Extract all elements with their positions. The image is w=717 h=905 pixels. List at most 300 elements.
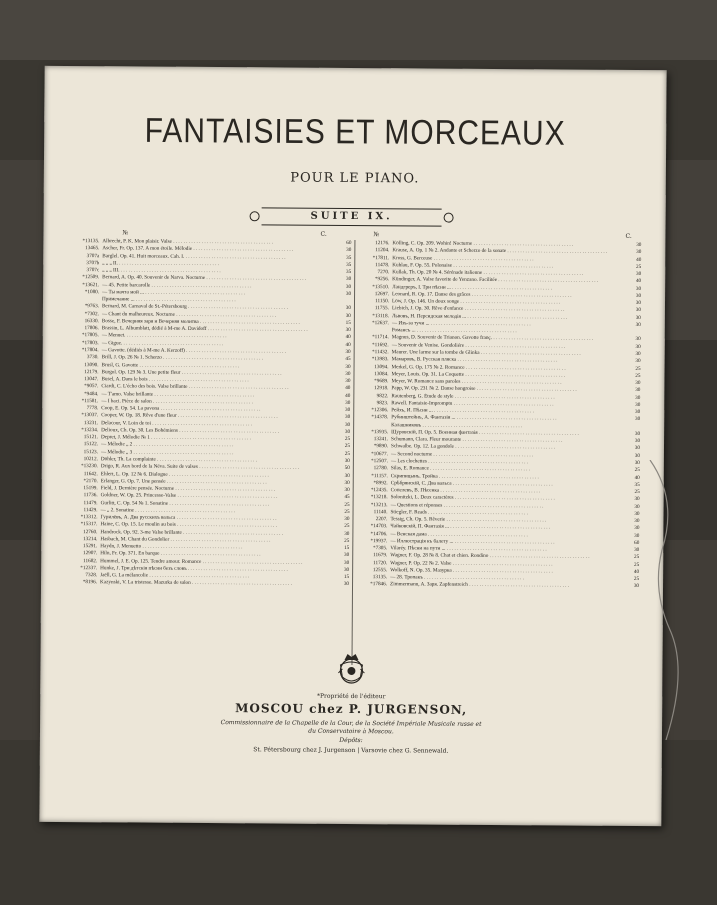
- catalog-price: 30: [344, 414, 351, 421]
- catalog-number: *12509.: [82, 274, 100, 281]
- catalog-price: 25: [344, 523, 350, 530]
- catalog-price: 30: [345, 399, 351, 406]
- catalog-title: Brassin, L. Albumblatt, dédié à M-me A. Davidoff . . .: [102, 325, 337, 334]
- catalog-title: — Chant du malheureux. Nocturne . . .: [102, 311, 337, 320]
- catalog-title: Silas, E. Romance . . .: [391, 465, 626, 474]
- suite-banner: SUITE IX.: [262, 207, 442, 226]
- catalog-number: *17803.: [81, 339, 99, 346]
- catalog-number: 3707a: [86, 252, 100, 259]
- catalog-number: 9823.: [376, 400, 389, 407]
- catalog-title: Tessig, Ch. Op. 5. Rêverie . . .: [390, 516, 625, 525]
- catalog-title: — 45. Petite barcarolle . . .: [102, 282, 337, 291]
- catalog-title: Bernard, M. Carnaval de St.-Pétersbourg . . .: [102, 304, 337, 313]
- catalog-number: *17811.: [372, 254, 390, 261]
- catalog-price: 30: [634, 532, 640, 539]
- left-price-header: C.: [320, 230, 327, 238]
- catalog-number: 12760.: [83, 528, 98, 535]
- catalog-price: 25: [634, 467, 640, 474]
- catalog-price: 30: [344, 552, 350, 559]
- catalog-number: 10212.: [83, 456, 98, 463]
- catalog-title: Delioux, Ch. Op. 30. Les Bohémiens . . .: [101, 427, 336, 436]
- catalog-price: 30: [633, 583, 640, 590]
- catalog-price: 25: [635, 365, 641, 372]
- catalog-number: *10677.: [371, 450, 388, 457]
- catalog-number: *11581.: [81, 397, 99, 405]
- catalog-title: — Gavotte. (dédiés à M-me A. Kerzoff) . . .: [102, 347, 337, 356]
- catalog-number: 13090.: [84, 361, 99, 368]
- catalog-title: Handrock. Op. 92. 3-me Valse brillante . . .: [100, 529, 335, 538]
- catalog-number: 11682.: [83, 557, 98, 564]
- catalog-price: 30: [345, 407, 351, 414]
- commission-line-1: Commissionnaire de la Chapelle de la Cour, de la Société Impériale Musicale russe et: [220, 719, 482, 728]
- catalog-number: *9763.: [84, 303, 99, 310]
- catalog-number: *13213.: [370, 501, 388, 508]
- catalog-number: 12697.: [374, 291, 390, 298]
- publisher-name: MOSCOU chez P. JURGENSON,: [235, 701, 468, 717]
- catalog-price: 30: [344, 516, 350, 523]
- catalog-title: Wolkoff, N. Op. 35. Мазурка . . .: [390, 567, 625, 576]
- catalog-price: 30: [635, 358, 641, 365]
- catalog-price: [337, 298, 351, 305]
- catalog-price: 30: [634, 416, 641, 423]
- catalog-number: 15291.: [83, 543, 98, 550]
- catalog-title: — Gigue. . . .: [102, 340, 337, 349]
- catalog-title: — Ты мачта мой ... . . .: [102, 289, 337, 298]
- catalog-price: 30: [634, 438, 641, 445]
- catalog-title: Coop, E. Op. 54. La pavona . . .: [101, 405, 336, 414]
- catalog-title: Magnus, D. Souvenir de Trianon. Gavotte franç. . . .: [392, 335, 627, 344]
- catalog-left-column: [69, 238, 351, 589]
- catalog-price: 25: [634, 488, 640, 496]
- catalog-title: — Mélodie „ 2 . . .: [101, 442, 336, 451]
- catalog-number: *12435.: [370, 487, 388, 494]
- catalog-number: 15122.: [83, 441, 99, 448]
- catalog-title: — T'amo. Valse brillante . . .: [101, 391, 336, 400]
- catalog-entry: [359, 582, 639, 591]
- catalog-title: Hunke, J. Три дѣтскія пѣсни безъ словъ . . .: [100, 565, 335, 574]
- catalog-number: 7778.: [86, 405, 99, 412]
- catalog-title: Busel, A. Dans le bois . . .: [101, 376, 336, 385]
- catalog-title: Liebich, J. Op. 30. Rêve d'enfance . . .: [392, 306, 627, 315]
- column-divider: [351, 240, 355, 665]
- catalog-number: *12337.: [80, 565, 98, 572]
- catalog-number: *13983.: [371, 356, 389, 363]
- catalog-title: Rawell. Fantaisie-Impromptu . . .: [391, 400, 626, 409]
- catalog-price: 30: [343, 566, 350, 573]
- catalog-title: „ „ „ II. . . .: [102, 260, 337, 269]
- catalog-price: 40: [345, 392, 351, 399]
- catalog-number: 13084.: [374, 370, 389, 378]
- catalog-price: 30: [344, 428, 351, 435]
- left-number-header: №: [122, 229, 129, 237]
- catalog-title: Bosse, F. Вечерняя заря и Вечерняя молитва . . .: [102, 318, 337, 327]
- catalog-price: 30: [634, 452, 640, 459]
- catalog-price: 40: [345, 341, 351, 348]
- catalog-price: 30: [344, 457, 350, 464]
- catalog-number: 11679.: [373, 552, 388, 559]
- catalog-price: 30: [635, 300, 642, 307]
- page-title: FANTAISIES ET MORCEAUX: [144, 111, 566, 153]
- catalog-price: 30: [635, 394, 641, 401]
- catalog-price: 30: [636, 249, 642, 256]
- catalog-price: 30: [635, 271, 642, 278]
- catalog-number: 15123.: [83, 448, 98, 455]
- catalog-price: [627, 329, 641, 336]
- catalog-price: 30: [344, 472, 350, 479]
- catalog-number: *11432.: [371, 349, 389, 356]
- catalog-title: Merkel, G. Op. 175 № 2. Romance . . .: [392, 364, 627, 373]
- catalog-price: 30: [344, 421, 351, 428]
- catalog-price: 30: [343, 559, 350, 566]
- catalog-number: 13241.: [373, 436, 389, 443]
- catalog-price: 35: [346, 269, 352, 276]
- catalog-number: *9484.: [84, 390, 99, 397]
- catalog-title: Vilaréy. Пѣсни на пути ... . . .: [390, 545, 625, 554]
- catalog-number: *14706.: [370, 530, 388, 537]
- catalog-price: 30: [345, 327, 351, 334]
- catalog-price: 30: [345, 305, 351, 312]
- catalog-title: Stiegler, F. Reads . . .: [391, 509, 626, 518]
- catalog-number: 2207.: [375, 516, 388, 523]
- catalog-title: — I baci. Pièce de salon . . .: [101, 398, 336, 407]
- catalog-number: *2170.: [83, 477, 98, 484]
- catalog-title: Скрипицынъ. Тройка . . .: [391, 473, 626, 482]
- catalog-number: *7302.: [84, 310, 99, 317]
- catalog-price: 25: [635, 372, 641, 379]
- catalog-title: — Mélodie „ 3 . . .: [101, 449, 336, 458]
- catalog-number: 11720.: [373, 559, 388, 566]
- catalog-title: Erlanger, G. Op. 7. Une pensée . . .: [101, 478, 336, 487]
- catalog-number: 13094.: [374, 363, 389, 370]
- catalog-number: 3707b: [86, 259, 100, 267]
- catalog-number: *15317.: [80, 521, 98, 528]
- page-subtitle: POUR LE PIANO.: [290, 170, 420, 187]
- catalog-entry: [69, 580, 349, 589]
- catalog-price: 30: [345, 276, 352, 283]
- sheet-music-cover: [39, 66, 666, 826]
- catalog-title: Калашниковъ . . .: [391, 422, 626, 431]
- catalog-price: 30: [634, 547, 640, 554]
- catalog-number: *13234.: [81, 427, 99, 434]
- catalog-number: *13135.: [82, 238, 100, 245]
- catalog-number: 15199.: [83, 485, 98, 492]
- catalog-price: 25: [633, 561, 640, 568]
- catalog-number: 12780.: [373, 465, 388, 472]
- catalog-number: 9822.: [376, 392, 389, 399]
- catalog-price: 30: [634, 503, 640, 510]
- catalog-price: 30: [635, 343, 641, 350]
- catalog-number: 15121.: [83, 434, 99, 441]
- catalog-price: 30: [345, 283, 352, 290]
- catalog-number: 7270.: [377, 269, 390, 276]
- catalog-title: Solonitzki, L. Deux caractères . . .: [391, 495, 626, 504]
- catalog-title: Hummel, J. E. Op. 125. Tendre amour. Romance . . .: [100, 558, 335, 567]
- catalog-number: *19937.: [370, 538, 388, 545]
- catalog-price: 45: [344, 494, 350, 501]
- catalog-number: *13218.: [370, 494, 388, 501]
- catalog-title: Brusl, G. Gavotte . . .: [102, 362, 337, 371]
- catalog-title: Drigo, R. Aux bord de la Néva. Suite de valses . . .: [101, 463, 336, 472]
- catalog-price: 40: [633, 568, 640, 575]
- catalog-title: Рейхъ, И. Пѣсни ... . . .: [391, 407, 626, 416]
- catalog-number: *13935.: [371, 429, 389, 436]
- copyright-notice: *Propriété de l'éditeur: [317, 692, 386, 701]
- catalog-title: Примечание ... . . .: [102, 296, 337, 305]
- catalog-number: 12907.: [82, 550, 98, 557]
- catalog-title: Hasbach, M. Chant du Gondolier . . .: [100, 536, 335, 545]
- catalog-title: — Second nocturne . . .: [391, 451, 626, 460]
- catalog-number: 11429.: [83, 506, 98, 514]
- catalog-title: Щуровскій, П. Op. 5. Военная фантазія . . .: [391, 429, 626, 438]
- catalog-price: 25: [344, 443, 351, 450]
- depots-list: St. Pétersbourg chez J. Jurgenson | Varsovie chez G. Sennewald.: [253, 746, 449, 755]
- catalog-number: *17804.: [81, 347, 99, 354]
- catalog-number: *1080.: [84, 288, 100, 296]
- catalog-number: *11692.: [372, 341, 389, 348]
- catalog-number: 12179.: [84, 368, 99, 376]
- catalog-title: Löw, J. Op. 146. Un doux songe . . .: [392, 298, 627, 307]
- catalog-number: *12507.: [371, 458, 388, 465]
- catalog-number: 13047.: [84, 376, 99, 383]
- catalog-number: 13465.: [85, 245, 100, 252]
- catalog-title: Goldner, W. Op. 25. Princesse-Valse . . .: [101, 493, 336, 502]
- catalog-price: 30: [345, 348, 351, 355]
- catalog-price: 40: [634, 474, 640, 481]
- catalog-number: 11150.: [375, 298, 390, 305]
- catalog-title: Jaëll, G. La mélancolie . . .: [100, 572, 335, 581]
- catalog-price: 40: [345, 334, 351, 341]
- catalog-title: Meyer, W. Romance sans paroles . . .: [391, 378, 626, 387]
- catalog-title: Zimmermann, A. Заря. Zapfenstreich . . .: [390, 582, 625, 591]
- catalog-title: — Les clochettes . . .: [391, 458, 626, 467]
- catalog-number: *13118.: [372, 312, 389, 319]
- catalog-number: *9689.: [374, 378, 389, 385]
- catalog-price: 15: [344, 545, 350, 552]
- catalog-price: 30: [634, 459, 640, 466]
- catalog-number: *13230.: [80, 463, 98, 470]
- catalog-title: Ehlert, L. Op. 12 № 6. Dialogue . . .: [101, 471, 336, 480]
- catalog-price: 40: [345, 385, 351, 392]
- catalog-price: 30: [343, 581, 350, 588]
- catalog-title: Kullak, Th. Op. 20 № 4. Sérénade italienne . . .: [392, 269, 627, 278]
- catalog-title: Haydn, J. Menuetto . . .: [100, 543, 335, 552]
- catalog-price: 30: [634, 445, 641, 452]
- catalog-number: *12306.: [371, 407, 389, 414]
- commission-line-2: du Conservatoire à Moscou.: [308, 727, 394, 736]
- catalog-price: 30: [636, 241, 642, 249]
- catalog-number: *17846.: [370, 581, 388, 588]
- catalog-price: 15: [345, 319, 351, 326]
- catalog-title: Haine, C. Op. 15. Le moulin au bois . . .: [100, 522, 335, 531]
- catalog-number: *13037.: [81, 412, 99, 419]
- catalog-price: 45: [345, 356, 351, 363]
- catalog-title: Wagner, P. Op. 22 № 2. Valse . . .: [390, 560, 625, 569]
- catalog-number: *7305.: [372, 545, 388, 552]
- catalog-title: — Souvenir de Venise. Gondoliére . . .: [392, 342, 627, 351]
- catalog-title: Ландгреръ, І. Три пѣсни ... . . .: [392, 284, 627, 293]
- catalog-price: 30: [635, 292, 642, 299]
- catalog-price: 25: [636, 263, 642, 270]
- catalog-title: Delacour, V. Loin de toi . . .: [101, 420, 336, 429]
- catalog-price: 30: [634, 525, 640, 532]
- catalog-title: Ciardi, C. L'écho des bois. Valse brillante . . .: [101, 384, 336, 393]
- catalog-price: 30: [634, 496, 640, 503]
- catalog-number: 11642.: [83, 470, 98, 477]
- catalog-number: *17805.: [81, 332, 99, 339]
- catalog-title: Rautenberg, G. Étude de style . . .: [391, 393, 626, 402]
- catalog-number: *8196.: [82, 579, 98, 586]
- catalog-number: 11736.: [83, 492, 98, 499]
- catalog-number: *13621.: [82, 281, 100, 288]
- catalog-title: Kuhlau, F. Op. 55. Polonaise . . .: [392, 262, 627, 271]
- catalog-price: 25: [344, 508, 350, 515]
- catalog-price: 30: [635, 336, 641, 343]
- catalog-price: 25: [344, 501, 350, 508]
- catalog-title: — Изъ-за тучи ... . . .: [392, 320, 627, 329]
- catalog-number: 3730.: [86, 354, 99, 361]
- catalog-title: Schwalbe. Op. 12. La gondole . . .: [391, 444, 626, 453]
- catalog-price: 30: [635, 350, 641, 357]
- catalog-number: 17806.: [84, 325, 99, 332]
- imperial-eagle-crest-icon: [334, 651, 368, 687]
- catalog-title: Срѣбрянскій, С. Два вальса . . .: [391, 480, 626, 489]
- catalog-number: 11478.: [375, 261, 390, 269]
- catalog-title: Brill, J. Op. 26 № 1. Scherzo . . .: [102, 354, 337, 363]
- catalog-number: 7328.: [85, 572, 98, 579]
- catalog-number: *14378.: [371, 414, 389, 421]
- catalog-price: 30: [345, 312, 351, 319]
- catalog-price: 30: [344, 486, 350, 494]
- catalog-number: *13312.: [80, 514, 98, 521]
- catalog-price: 30: [635, 285, 642, 292]
- catalog-price: 30: [635, 401, 641, 408]
- catalog-title: Bernard, A. Op. 40. Souvenir de Narva. Nocturne . . .: [102, 275, 337, 284]
- catalog-title: Barglel. Op. 41. Huit morceaux. Cah. I. . . .: [102, 253, 337, 262]
- catalog-title: Leonard, R. Op. 17. Danse des grâces . . .: [392, 291, 627, 300]
- catalog-title: Ascher, Fr. Op. 137. A mon étoile. Mélodie . . .: [102, 246, 337, 255]
- catalog-title: Kölling, C. Op. 209. Wohin! Nocturne . . .: [392, 240, 627, 249]
- catalog-number: *9057.: [84, 383, 99, 390]
- catalog-price: 30: [346, 247, 352, 254]
- catalog-price: 30: [345, 377, 351, 385]
- catalog-price: 30: [635, 380, 641, 387]
- catalog-price: 30: [635, 307, 641, 314]
- catalog-title: Burgol. Op. 129 № 3. Une petite fleur . . .: [101, 369, 336, 378]
- catalog-price: 15: [343, 574, 350, 581]
- catalog-price: 50: [344, 465, 350, 472]
- catalog-number: 13214.: [83, 536, 98, 543]
- catalog-price: 25: [344, 450, 350, 457]
- catalog-price: 60: [634, 539, 640, 546]
- catalog-title: Krause, A. Op. 1 № 2. Andante et Scherzo de la sonate . . .: [392, 248, 627, 257]
- catalog-number: 11755.: [374, 305, 389, 312]
- catalog-title: Гурилёвъ, А. Два русскихъ вальса . . .: [100, 514, 335, 523]
- catalog-title: Schumann, Clara. Fleur mourante . . .: [391, 436, 626, 445]
- catalog-title: Kross, G. Berceuse . . .: [392, 255, 627, 264]
- catalog-title: Albrecht, P. K. Mon plaisir. Valse . . .: [102, 238, 337, 247]
- catalog-number: *9890.: [373, 443, 389, 450]
- catalog-title: Gurlitt, C. Op. 54 № 1. Sonatine . . .: [101, 500, 336, 509]
- catalog-price: 40: [636, 256, 642, 263]
- catalog-price: 30: [344, 479, 350, 486]
- catalog-number: *11157.: [371, 472, 388, 479]
- catalog-number: *14703.: [370, 523, 388, 530]
- right-price-header: C.: [625, 232, 632, 240]
- catalog-price: 60: [346, 239, 352, 246]
- catalog-title: Maurer. Une larme sur la tombe de Glinka . . .: [392, 349, 627, 358]
- catalog-title: Döhler, Th. La complainte . . .: [101, 456, 336, 465]
- catalog-number: *12637.: [371, 320, 389, 327]
- catalog-price: 30: [635, 321, 641, 328]
- catalog-title: — Иллюстрація къ балету ... . . .: [390, 538, 625, 547]
- catalog-number: 12918.: [374, 385, 389, 392]
- catalog-number: 12176.: [375, 240, 390, 247]
- depots-label: Dépôts:: [339, 736, 363, 745]
- catalog-title: — „ 2. Sonatine . . .: [101, 507, 336, 516]
- catalog-number: 13231.: [83, 419, 99, 426]
- catalog-number: *13510.: [372, 283, 390, 290]
- catalog-title: Романсъ ... . . .: [392, 327, 627, 336]
- catalog-price: 30: [634, 510, 640, 517]
- catalog-price: 30: [634, 430, 641, 437]
- catalog-price: 35: [346, 254, 352, 261]
- catalog-price: 25: [344, 537, 350, 544]
- catalog-price: 30: [345, 290, 352, 297]
- catalog-title: Meyer, Louis. Op. 31. La Coquette . . .: [391, 371, 626, 380]
- catalog-title: Чайковскій, П. Фантазія ... . . .: [390, 524, 625, 533]
- catalog-number: 11479.: [83, 499, 98, 506]
- catalog-title: Мамаровъ, В. Русская пляска . . .: [392, 357, 627, 366]
- catalog-number: 11204.: [375, 247, 390, 254]
- catalog-title: „ „ „ III. . . .: [102, 267, 337, 276]
- catalog-number: 12555.: [372, 567, 388, 574]
- catalog-price: [626, 424, 640, 431]
- catalog-price: 30: [635, 409, 641, 416]
- catalog-price: 35: [634, 481, 640, 488]
- catalog-title: Wagner, F. Op. 28 № 8. Chat et chien. Rondino . . .: [390, 553, 625, 562]
- catalog-number: 11140.: [373, 508, 388, 516]
- catalog-price: 30: [345, 363, 351, 370]
- catalog-number: *8992.: [373, 479, 388, 487]
- catalog-title: — 28. Тропакъ . . .: [390, 574, 625, 583]
- catalog-price: 30: [635, 314, 641, 321]
- catalog-title: Kazynski, V. La tristesse. Mazurka de salon . . .: [100, 580, 335, 589]
- catalog-price: 25: [344, 436, 351, 443]
- catalog-number: *11714.: [372, 334, 389, 341]
- catalog-number: 13135.: [372, 574, 388, 581]
- catalog-price: 25: [634, 554, 640, 561]
- catalog-price: 30: [344, 530, 350, 537]
- catalog-price: 30: [634, 518, 640, 525]
- binding-string: [648, 460, 698, 740]
- catalog-number: *9256.: [374, 276, 390, 283]
- catalog-number: 16330.: [84, 318, 99, 325]
- catalog-title: Field, J. Dernière pensée. Nocturne . . .: [101, 485, 336, 494]
- catalog-title: Львовъ, Н. Персидская мелодія ... . . .: [392, 313, 627, 322]
- catalog-title: — Венская дама . . .: [390, 531, 625, 540]
- catalog-title: — Menuet. . . .: [102, 333, 337, 342]
- catalog-right-column: [359, 240, 641, 591]
- catalog-price: 25: [633, 576, 640, 583]
- right-number-header: №: [373, 231, 380, 239]
- catalog-title: Рубинштейнъ, А. Фантазія ... . . .: [391, 415, 626, 424]
- catalog-price: 30: [345, 370, 351, 377]
- wood-plank: [0, 0, 717, 60]
- catalog-price: 35: [346, 261, 352, 268]
- catalog-number: 3707c: [86, 267, 100, 274]
- catalog-title: Сопелевъ, В. Пѣсенка . . .: [391, 487, 626, 496]
- catalog-title: Papp, W. Op. 231 № 2. Danse hongroise . . .: [391, 386, 626, 395]
